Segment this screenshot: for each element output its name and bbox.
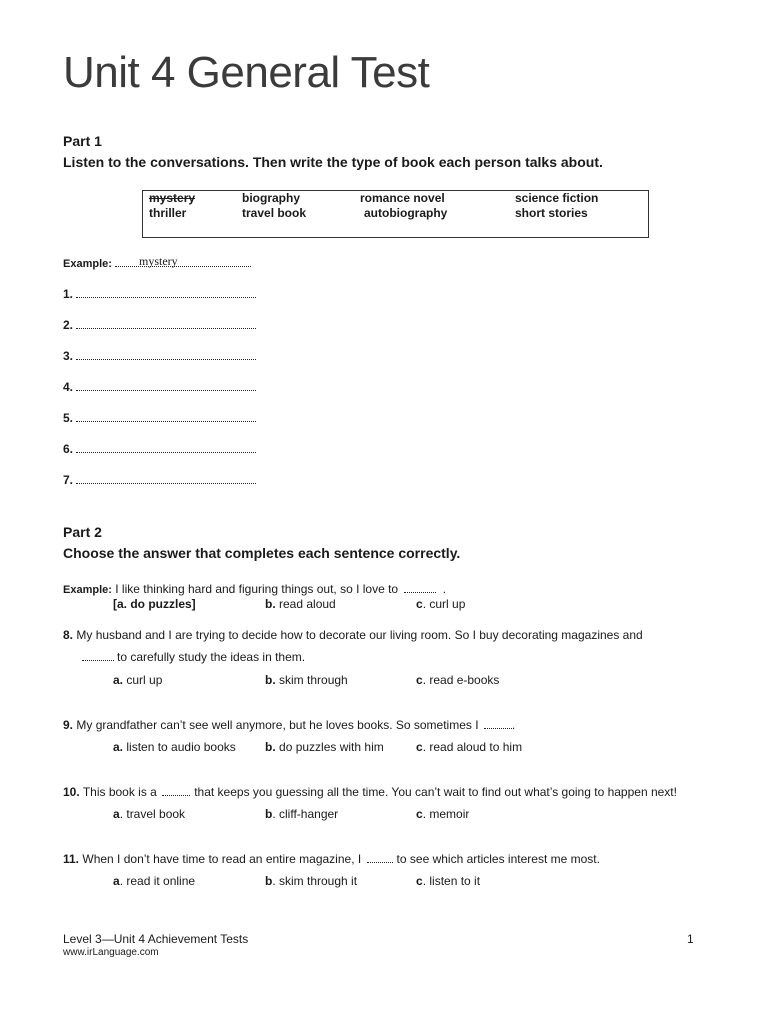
page-number: 1 bbox=[687, 932, 694, 946]
footer-title: Level 3—Unit 4 Achievement Tests bbox=[63, 932, 249, 946]
answer-line: 1. bbox=[63, 287, 256, 301]
option-c[interactable]: c. read e-books bbox=[416, 673, 500, 687]
example-row bbox=[63, 256, 251, 270]
option-c[interactable]: c. curl up bbox=[416, 597, 466, 611]
part1-heading: Part 1 bbox=[63, 133, 102, 149]
option-a[interactable]: a. listen to audio books bbox=[113, 740, 236, 754]
answer-blank[interactable] bbox=[82, 651, 114, 661]
question-9: 9. My grandfather can’t see well anymore, but he loves books. So sometimes I . bbox=[63, 718, 516, 732]
answer-blank[interactable] bbox=[76, 349, 256, 360]
answer-blank[interactable] bbox=[404, 583, 436, 593]
word-bank-item: mystery bbox=[149, 191, 196, 205]
part2-instruction: Choose the answer that completes each sentence correctly. bbox=[63, 545, 461, 561]
question-8-line2: to carefully study the ideas in them. bbox=[82, 650, 305, 664]
example-question-label: Example: bbox=[63, 584, 112, 596]
answer-blank[interactable] bbox=[484, 719, 512, 729]
word-bank-item: romance novel bbox=[360, 191, 445, 205]
word-bank-item: short stories bbox=[515, 206, 588, 220]
word-bank-item: biography bbox=[242, 191, 301, 205]
answer-blank[interactable] bbox=[76, 442, 256, 453]
answer-line: 4. bbox=[63, 380, 256, 394]
answer-blank[interactable] bbox=[76, 473, 256, 484]
answer-blank[interactable] bbox=[367, 853, 393, 863]
option-b[interactable]: b. read aloud bbox=[265, 597, 336, 611]
option-c[interactable]: c. listen to it bbox=[416, 874, 481, 888]
option-b[interactable]: b. do puzzles with him bbox=[265, 740, 384, 754]
part2-heading: Part 2 bbox=[63, 524, 102, 540]
footer-url[interactable]: www.irLanguage.com bbox=[63, 947, 159, 958]
example-question: Example: I like thinking hard and figuring things out, so I love to . bbox=[63, 582, 447, 596]
question-11: 11. When I don’t have time to read an entire magazine, I to see which articles interest me most. bbox=[63, 852, 600, 866]
example-colon: : bbox=[108, 258, 112, 270]
answer-blank[interactable] bbox=[76, 380, 256, 391]
example-answer: mystery bbox=[138, 254, 178, 268]
answer-line: 6. bbox=[63, 442, 256, 456]
page-title: Unit 4 General Test bbox=[63, 48, 430, 97]
answer-line: 7. bbox=[63, 473, 256, 487]
option-c[interactable]: c. memoir bbox=[416, 807, 470, 821]
answer-line: 2. bbox=[63, 318, 256, 332]
answer-blank[interactable] bbox=[162, 786, 190, 796]
word-bank-item: thriller bbox=[149, 206, 187, 220]
part1-instruction: Listen to the conversations. Then write the type of book each person talks about. bbox=[63, 154, 603, 170]
answer-blank[interactable] bbox=[76, 287, 256, 298]
question-8: 8. My husband and I are trying to decide how to decorate our living room. So I buy decorating magazines and bbox=[63, 628, 643, 642]
answer-blank[interactable] bbox=[76, 318, 256, 329]
answer-line: 5. bbox=[63, 411, 256, 425]
option-a[interactable]: [a. do puzzles] bbox=[113, 597, 196, 611]
option-a[interactable]: a. read it online bbox=[113, 874, 196, 888]
example-answer-line bbox=[115, 256, 251, 267]
answer-blank[interactable] bbox=[76, 411, 256, 422]
option-b[interactable]: b. skim through it bbox=[265, 874, 358, 888]
word-bank-item: science fiction bbox=[515, 191, 599, 205]
option-c[interactable]: c. read aloud to him bbox=[416, 740, 523, 754]
example-label: Example bbox=[63, 258, 109, 270]
option-b[interactable]: b. skim through bbox=[265, 673, 348, 687]
word-bank-item: autobiography bbox=[364, 206, 448, 220]
word-bank-item: travel book bbox=[242, 206, 307, 220]
answer-line: 3. bbox=[63, 349, 256, 363]
option-a[interactable]: a. travel book bbox=[113, 807, 186, 821]
question-10: 10. This book is a that keeps you guessing all the time. You can’t wait to find out what’s going to happen next! bbox=[63, 785, 677, 799]
option-a[interactable]: a. curl up bbox=[113, 673, 163, 687]
option-b[interactable]: b. cliff-hanger bbox=[265, 807, 339, 821]
